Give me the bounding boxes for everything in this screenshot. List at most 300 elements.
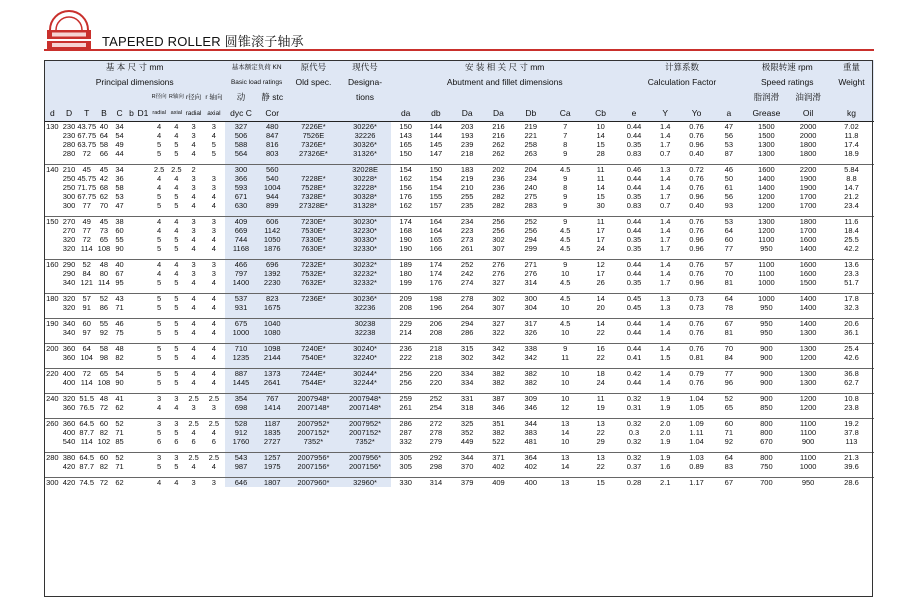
- group-load-header-en: Basic load ratings: [230, 79, 283, 86]
- col-C: C: [112, 105, 128, 122]
- col-radial: radial: [150, 105, 168, 122]
- cell-Yo: 0.96: [689, 244, 704, 253]
- cell-Yo: 0.96: [689, 140, 704, 149]
- cell-r1: 2: [185, 165, 203, 175]
- cell-oil: 1300: [787, 344, 829, 354]
- cell-e: 0.42: [618, 369, 649, 379]
- cell-Ca: 10: [560, 437, 570, 446]
- cell-oil: 1200: [787, 394, 829, 404]
- cell-T: 67.75: [77, 192, 97, 201]
- cell-r1: 4: [185, 369, 203, 379]
- cell-dyn: 506: [225, 131, 256, 140]
- cell-old: 7526E: [288, 131, 339, 140]
- cell-Cb: 22: [596, 353, 605, 362]
- cell-a: 96: [724, 378, 734, 387]
- cell-dyn: 630: [225, 201, 256, 210]
- table-row: [44, 235, 874, 244]
- cell-a: 77: [712, 369, 745, 379]
- cell-R2: 4: [168, 217, 185, 227]
- cell-new: 32028E: [339, 165, 391, 175]
- cell-Db: 344: [514, 419, 547, 429]
- cell-r1: 3: [191, 131, 196, 140]
- cell-Da2: 276: [492, 269, 505, 278]
- cell-dyn: 409: [225, 217, 256, 227]
- cell-r2: 4: [211, 303, 216, 312]
- cell-kg: 32.3: [844, 303, 859, 312]
- cell-R1: 5: [150, 344, 168, 354]
- cell-b: [127, 192, 135, 201]
- cell-db: 155: [429, 192, 443, 201]
- cell-new: 30328*: [339, 192, 391, 201]
- cell-da: 176: [399, 192, 412, 201]
- cell-Y: 1.7: [660, 244, 671, 253]
- cell-Yo: 0.81: [689, 353, 704, 362]
- cell-B: 68: [99, 183, 109, 192]
- cell-old: 7230E*: [288, 217, 339, 227]
- cell-d: [44, 235, 61, 244]
- cell-r2: [202, 165, 225, 175]
- cell-Da: 334: [452, 369, 483, 379]
- cell-db: 144: [429, 131, 443, 140]
- cell-a: 64: [724, 226, 734, 235]
- cell-a: 60: [724, 235, 734, 244]
- cell-R2: 4: [168, 260, 185, 270]
- col-Cb: Cb: [583, 105, 618, 122]
- col-T: T: [77, 105, 96, 122]
- cell-grease: 1400: [758, 183, 775, 192]
- cell-R1: 3: [150, 394, 168, 404]
- cell-dyn: 1000: [225, 328, 256, 337]
- cell-old: 7530E*: [288, 226, 339, 235]
- cell-a: 67: [712, 319, 745, 329]
- cell-old: 7328E*: [288, 192, 339, 201]
- cell-dyn: 1168: [225, 244, 256, 253]
- cell-C: 49: [115, 140, 124, 149]
- cell-D1: [136, 303, 151, 312]
- cell-da: 150: [391, 122, 420, 132]
- cell-r2: 4: [202, 319, 225, 329]
- cell-Y: 1.6: [660, 462, 671, 471]
- cell-d: [44, 278, 61, 287]
- cell-dyn: 366: [225, 174, 256, 183]
- cell-D1: [136, 369, 151, 379]
- cell-a: 67: [712, 478, 745, 488]
- cell-Yo: 1.11: [689, 428, 704, 437]
- cell-Da2: 382: [483, 369, 514, 379]
- cell-e: 0.44: [626, 226, 642, 235]
- cell-da: 286: [391, 419, 420, 429]
- cell-R2: 3: [168, 394, 185, 404]
- cell-R1: 4: [157, 174, 162, 183]
- table-row: [44, 328, 874, 337]
- cell-b: [127, 122, 135, 132]
- cell-Ca: 4.5: [559, 278, 571, 287]
- cell-new: 30244*: [339, 369, 391, 379]
- cell-r1: 2.5: [185, 419, 203, 429]
- cell-Yo: 0.73: [681, 294, 712, 304]
- cell-r1: 6: [191, 437, 196, 446]
- cell-kg: 21.2: [844, 192, 859, 201]
- cell-sta: 2230: [257, 278, 288, 287]
- cell-new: 7352*: [339, 437, 391, 446]
- cell-Y: 0.7: [660, 201, 671, 210]
- cell-kg: 25.4: [829, 344, 874, 354]
- cell-e: 0.44: [626, 174, 642, 183]
- cell-Da: 223: [460, 226, 474, 235]
- cell-T: 87.7: [79, 428, 95, 437]
- cell-R1: 5: [157, 235, 162, 244]
- cell-B: 60: [96, 419, 112, 429]
- cell-kg: 23.8: [844, 403, 859, 412]
- cell-r2: 4: [202, 369, 225, 379]
- cell-r1: 4: [191, 278, 196, 287]
- cell-oil: 1200: [799, 353, 817, 362]
- cell-D1: [136, 201, 151, 210]
- cell-Ca: 13: [547, 419, 582, 429]
- cell-D1: [136, 394, 151, 404]
- cell-sta: 1675: [257, 303, 288, 312]
- cell-a: 64: [712, 453, 745, 463]
- cell-d: [44, 353, 61, 362]
- cell-C: 41: [112, 394, 128, 404]
- cell-da: 222: [399, 353, 412, 362]
- cell-B: 58: [99, 140, 109, 149]
- cell-db: 164: [420, 217, 451, 227]
- cell-Ca: 10: [560, 378, 570, 387]
- cell-Db: 338: [514, 344, 547, 354]
- cell-Ca: 9: [563, 149, 568, 158]
- cell-kg: 42.2: [844, 244, 859, 253]
- cell-D: 420: [61, 478, 78, 488]
- cell-r2: 4: [211, 428, 216, 437]
- cell-D: 280: [62, 149, 76, 158]
- cell-old: 2007948*: [288, 394, 339, 404]
- cell-D: 360: [62, 403, 76, 412]
- cell-Yo: 0.76: [689, 174, 704, 183]
- cell-Yo: 0.76: [681, 344, 712, 354]
- col-Y: Y: [650, 105, 681, 122]
- cell-a: 81: [724, 328, 734, 337]
- cell-R2: 5: [174, 378, 179, 387]
- cell-r2: 2.5: [202, 419, 225, 429]
- cell-R1: 4: [150, 260, 168, 270]
- cell-Da2: 262: [492, 140, 505, 149]
- cell-a: 56: [724, 131, 734, 140]
- cell-Db: 299: [524, 244, 538, 253]
- cell-Da2: 342: [483, 344, 514, 354]
- cell-Ca: 10: [547, 369, 582, 379]
- cell-old: 7226E*: [288, 122, 339, 132]
- cell-kg: 20.6: [829, 319, 874, 329]
- cell-R1: 6: [157, 437, 162, 446]
- cell-R2: 5: [174, 140, 179, 149]
- cell-db: 147: [429, 149, 443, 158]
- dyn-header-cn: 动: [236, 92, 246, 102]
- cell-b: [127, 226, 135, 235]
- cell-db: 272: [420, 419, 451, 429]
- cell-R1: 4: [150, 217, 168, 227]
- cell-oil: 1000: [799, 462, 817, 471]
- cell-C: 52: [112, 453, 128, 463]
- cell-Db: 240: [524, 183, 538, 192]
- cell-da: 165: [399, 140, 412, 149]
- cell-r2: 4: [211, 328, 216, 337]
- cell-C: 43: [112, 294, 128, 304]
- cell-Da2: 327: [483, 319, 514, 329]
- cell-D: 320: [62, 235, 76, 244]
- cell-d: 200: [44, 344, 61, 354]
- col-Yo: Yo: [681, 105, 712, 122]
- cell-C: 82: [115, 353, 124, 362]
- cell-sta: 1876: [257, 244, 288, 253]
- cell-da: 154: [391, 165, 420, 175]
- table-row: [44, 122, 874, 132]
- cell-a: 53: [724, 140, 734, 149]
- cell-old: 7352*: [288, 437, 339, 446]
- cell-dyn: 528: [225, 419, 256, 429]
- cell-Cb: 17: [596, 235, 605, 244]
- cell-da: 174: [391, 217, 420, 227]
- cell-Cb: 17: [596, 269, 605, 278]
- cell-B: 52: [96, 294, 112, 304]
- col-Da: Da: [452, 105, 483, 122]
- r2-radial-header: r径向: [185, 94, 202, 101]
- cell-e: 0.44: [618, 217, 649, 227]
- cell-B: 86: [99, 303, 109, 312]
- cell-new: 30228*: [339, 174, 391, 183]
- cell-new: 32228*: [339, 183, 391, 192]
- cell-Cb: 22: [596, 462, 605, 471]
- cell-b: [127, 303, 135, 312]
- col-db: db: [420, 105, 451, 122]
- cell-db: 164: [429, 226, 443, 235]
- cell-Db: 276: [524, 269, 538, 278]
- cell-Ca: 4.5: [559, 244, 571, 253]
- cell-grease: 800: [760, 428, 773, 437]
- cell-grease: 850: [760, 403, 773, 412]
- cell-old: 2007952*: [288, 419, 339, 429]
- cell-B: 48: [96, 394, 112, 404]
- cell-b: [127, 183, 135, 192]
- cell-new: 32330*: [339, 244, 391, 253]
- cell-R2: 4: [168, 122, 185, 132]
- cell-oil: 1700: [799, 192, 817, 201]
- col-B: B: [96, 105, 112, 122]
- cell-Cb: 13: [583, 419, 618, 429]
- cell-T: 97: [82, 328, 91, 337]
- cell-D1: [136, 462, 151, 471]
- cell-Db: 402: [524, 462, 538, 471]
- cell-Da: 370: [460, 462, 474, 471]
- cell-old: 7232E*: [288, 260, 339, 270]
- cell-sta: 560: [257, 165, 288, 175]
- cell-sta: 1004: [257, 183, 288, 192]
- cell-C: 52: [112, 419, 128, 429]
- cell-db: 252: [420, 394, 451, 404]
- cell-Da2: 382: [492, 378, 505, 387]
- cell-kg: 7.02: [829, 122, 874, 132]
- group-calc-header-en: Calculation Factor: [647, 77, 717, 87]
- cell-db: 154: [429, 174, 443, 183]
- cell-grease: 950: [760, 303, 773, 312]
- cell-sta: 1080: [257, 328, 288, 337]
- cell-kg: 19.2: [829, 419, 874, 429]
- cell-oil: 1300: [799, 328, 817, 337]
- cell-a: 46: [712, 165, 745, 175]
- cell-kg: 17.8: [829, 294, 874, 304]
- cell-sta: 1392: [257, 269, 288, 278]
- cell-Yo: 0.40: [689, 201, 704, 210]
- cell-db: 254: [429, 403, 443, 412]
- cell-grease: 900: [746, 394, 788, 404]
- cell-oil: 1600: [799, 269, 817, 278]
- cell-Db: 256: [524, 226, 538, 235]
- cell-r1: 3: [185, 260, 203, 270]
- table-row: [44, 165, 874, 175]
- table-row: [44, 149, 874, 158]
- cell-R1: 3: [150, 419, 168, 429]
- cell-Ca: 4.5: [547, 294, 582, 304]
- cell-dyn: 564: [225, 149, 256, 158]
- cell-da: 259: [391, 394, 420, 404]
- cell-d: [44, 192, 61, 201]
- group-speed-header-en: Speed ratings: [761, 77, 814, 87]
- cell-R1: 5: [157, 328, 162, 337]
- cell-sta: 606: [257, 217, 288, 227]
- cell-Cb: 20: [596, 303, 605, 312]
- cell-r1: 4: [191, 353, 196, 362]
- cell-b: [127, 201, 135, 210]
- r-radial-header: R径向: [151, 94, 167, 100]
- cell-D: 360: [61, 419, 78, 429]
- cell-R1: 5: [150, 294, 168, 304]
- table-body: [44, 122, 874, 488]
- cell-D1: [136, 183, 151, 192]
- group-speed-header: 极限转速 rpm: [761, 62, 813, 72]
- cell-Yo: 1.17: [681, 478, 712, 488]
- cell-Da2: 409: [483, 478, 514, 488]
- cell-r1: 4: [185, 294, 203, 304]
- cell-dyn: 466: [225, 260, 256, 270]
- cell-kg: 11.6: [829, 217, 874, 227]
- cell-Y: 1.3: [660, 303, 671, 312]
- cell-T: 114: [80, 437, 93, 446]
- table-row: [44, 269, 874, 278]
- cell-new: 32240*: [339, 353, 391, 362]
- cell-C: 95: [115, 278, 124, 287]
- cell-C: 71: [115, 428, 124, 437]
- cell-B: 40: [96, 122, 112, 132]
- cell-Db: 382: [524, 378, 538, 387]
- cell-oil: 1900: [799, 174, 817, 183]
- cell-Da: 278: [452, 294, 483, 304]
- cell-Ca: 4.5: [547, 319, 582, 329]
- cell-C: 47: [115, 201, 124, 210]
- cell-D1: [136, 403, 151, 412]
- cell-new: 32244*: [339, 378, 391, 387]
- cell-dyn: 671: [225, 192, 256, 201]
- cell-d: 240: [44, 394, 61, 404]
- cell-D: 250: [62, 183, 76, 192]
- cell-Ca: 7: [547, 122, 582, 132]
- cell-e: 0.35: [626, 244, 642, 253]
- cell-R1: 4: [150, 122, 168, 132]
- cell-Y: 1.7: [660, 235, 671, 244]
- col-grease: Grease: [746, 105, 788, 122]
- cell-db: 176: [429, 278, 443, 287]
- cell-R1: 5: [157, 278, 162, 287]
- cell-d: [44, 131, 61, 140]
- cell-Da: 203: [452, 122, 483, 132]
- cell-sta: 847: [257, 131, 288, 140]
- cell-db: 298: [429, 462, 443, 471]
- cell-oil: 2200: [787, 165, 829, 175]
- cell-T: 114: [80, 244, 93, 253]
- cell-D1: [136, 192, 151, 201]
- cell-Yo: 0.89: [689, 462, 704, 471]
- cell-R1: 5: [157, 428, 162, 437]
- cell-D: 210: [61, 165, 78, 175]
- cell-Da: 183: [452, 165, 483, 175]
- cell-Ca: 9: [563, 174, 568, 183]
- cell-Yo: 0.76: [689, 328, 704, 337]
- cell-new: 32238: [339, 328, 391, 337]
- cell-db: 279: [429, 437, 443, 446]
- cell-e: 0.44: [618, 260, 649, 270]
- cell-d: 280: [44, 453, 61, 463]
- cell-e: 0.44: [618, 319, 649, 329]
- cell-Ca: 14: [560, 462, 570, 471]
- cell-Y: 1.4: [660, 226, 671, 235]
- cell-a: 93: [724, 201, 734, 210]
- cell-Ca: 4.5: [559, 226, 571, 235]
- cell-oil: 1400: [787, 294, 829, 304]
- cell-Da2: 387: [483, 394, 514, 404]
- cell-a: 84: [724, 353, 734, 362]
- cell-db: 278: [429, 428, 443, 437]
- table-row: [44, 478, 874, 488]
- cell-D: 380: [61, 453, 78, 463]
- cell-kg: 23.3: [844, 269, 859, 278]
- cell-R2: 5: [174, 353, 179, 362]
- cell-sta: 696: [257, 260, 288, 270]
- cell-B: 108: [97, 244, 111, 253]
- cell-e: 0.44: [626, 328, 642, 337]
- cell-b: [127, 353, 135, 362]
- cell-r1: 4: [185, 344, 203, 354]
- cell-e: 0.32: [626, 437, 642, 446]
- cell-Db: 304: [524, 303, 538, 312]
- cell-r2: 3: [211, 403, 216, 412]
- cell-R2: 3: [168, 453, 185, 463]
- cell-dyn: 537: [225, 294, 256, 304]
- cell-Db: 481: [524, 437, 538, 446]
- cell-a: 61: [724, 183, 734, 192]
- cell-Da: 325: [452, 419, 483, 429]
- cell-new: 31326*: [339, 149, 391, 158]
- cell-R2: 6: [174, 437, 179, 446]
- cell-sta: 767: [257, 394, 288, 404]
- cell-old: 7326E*: [288, 140, 339, 149]
- cell-Ca: 10: [560, 328, 570, 337]
- cell-Da: 219: [460, 174, 474, 183]
- cell-grease: 950: [760, 244, 773, 253]
- cell-sta: 1975: [257, 462, 288, 471]
- cell-sta: 1098: [257, 344, 288, 354]
- col-r-radial: radial: [185, 105, 203, 122]
- cell-D1: [136, 478, 151, 488]
- cell-dyn: 675: [225, 319, 256, 329]
